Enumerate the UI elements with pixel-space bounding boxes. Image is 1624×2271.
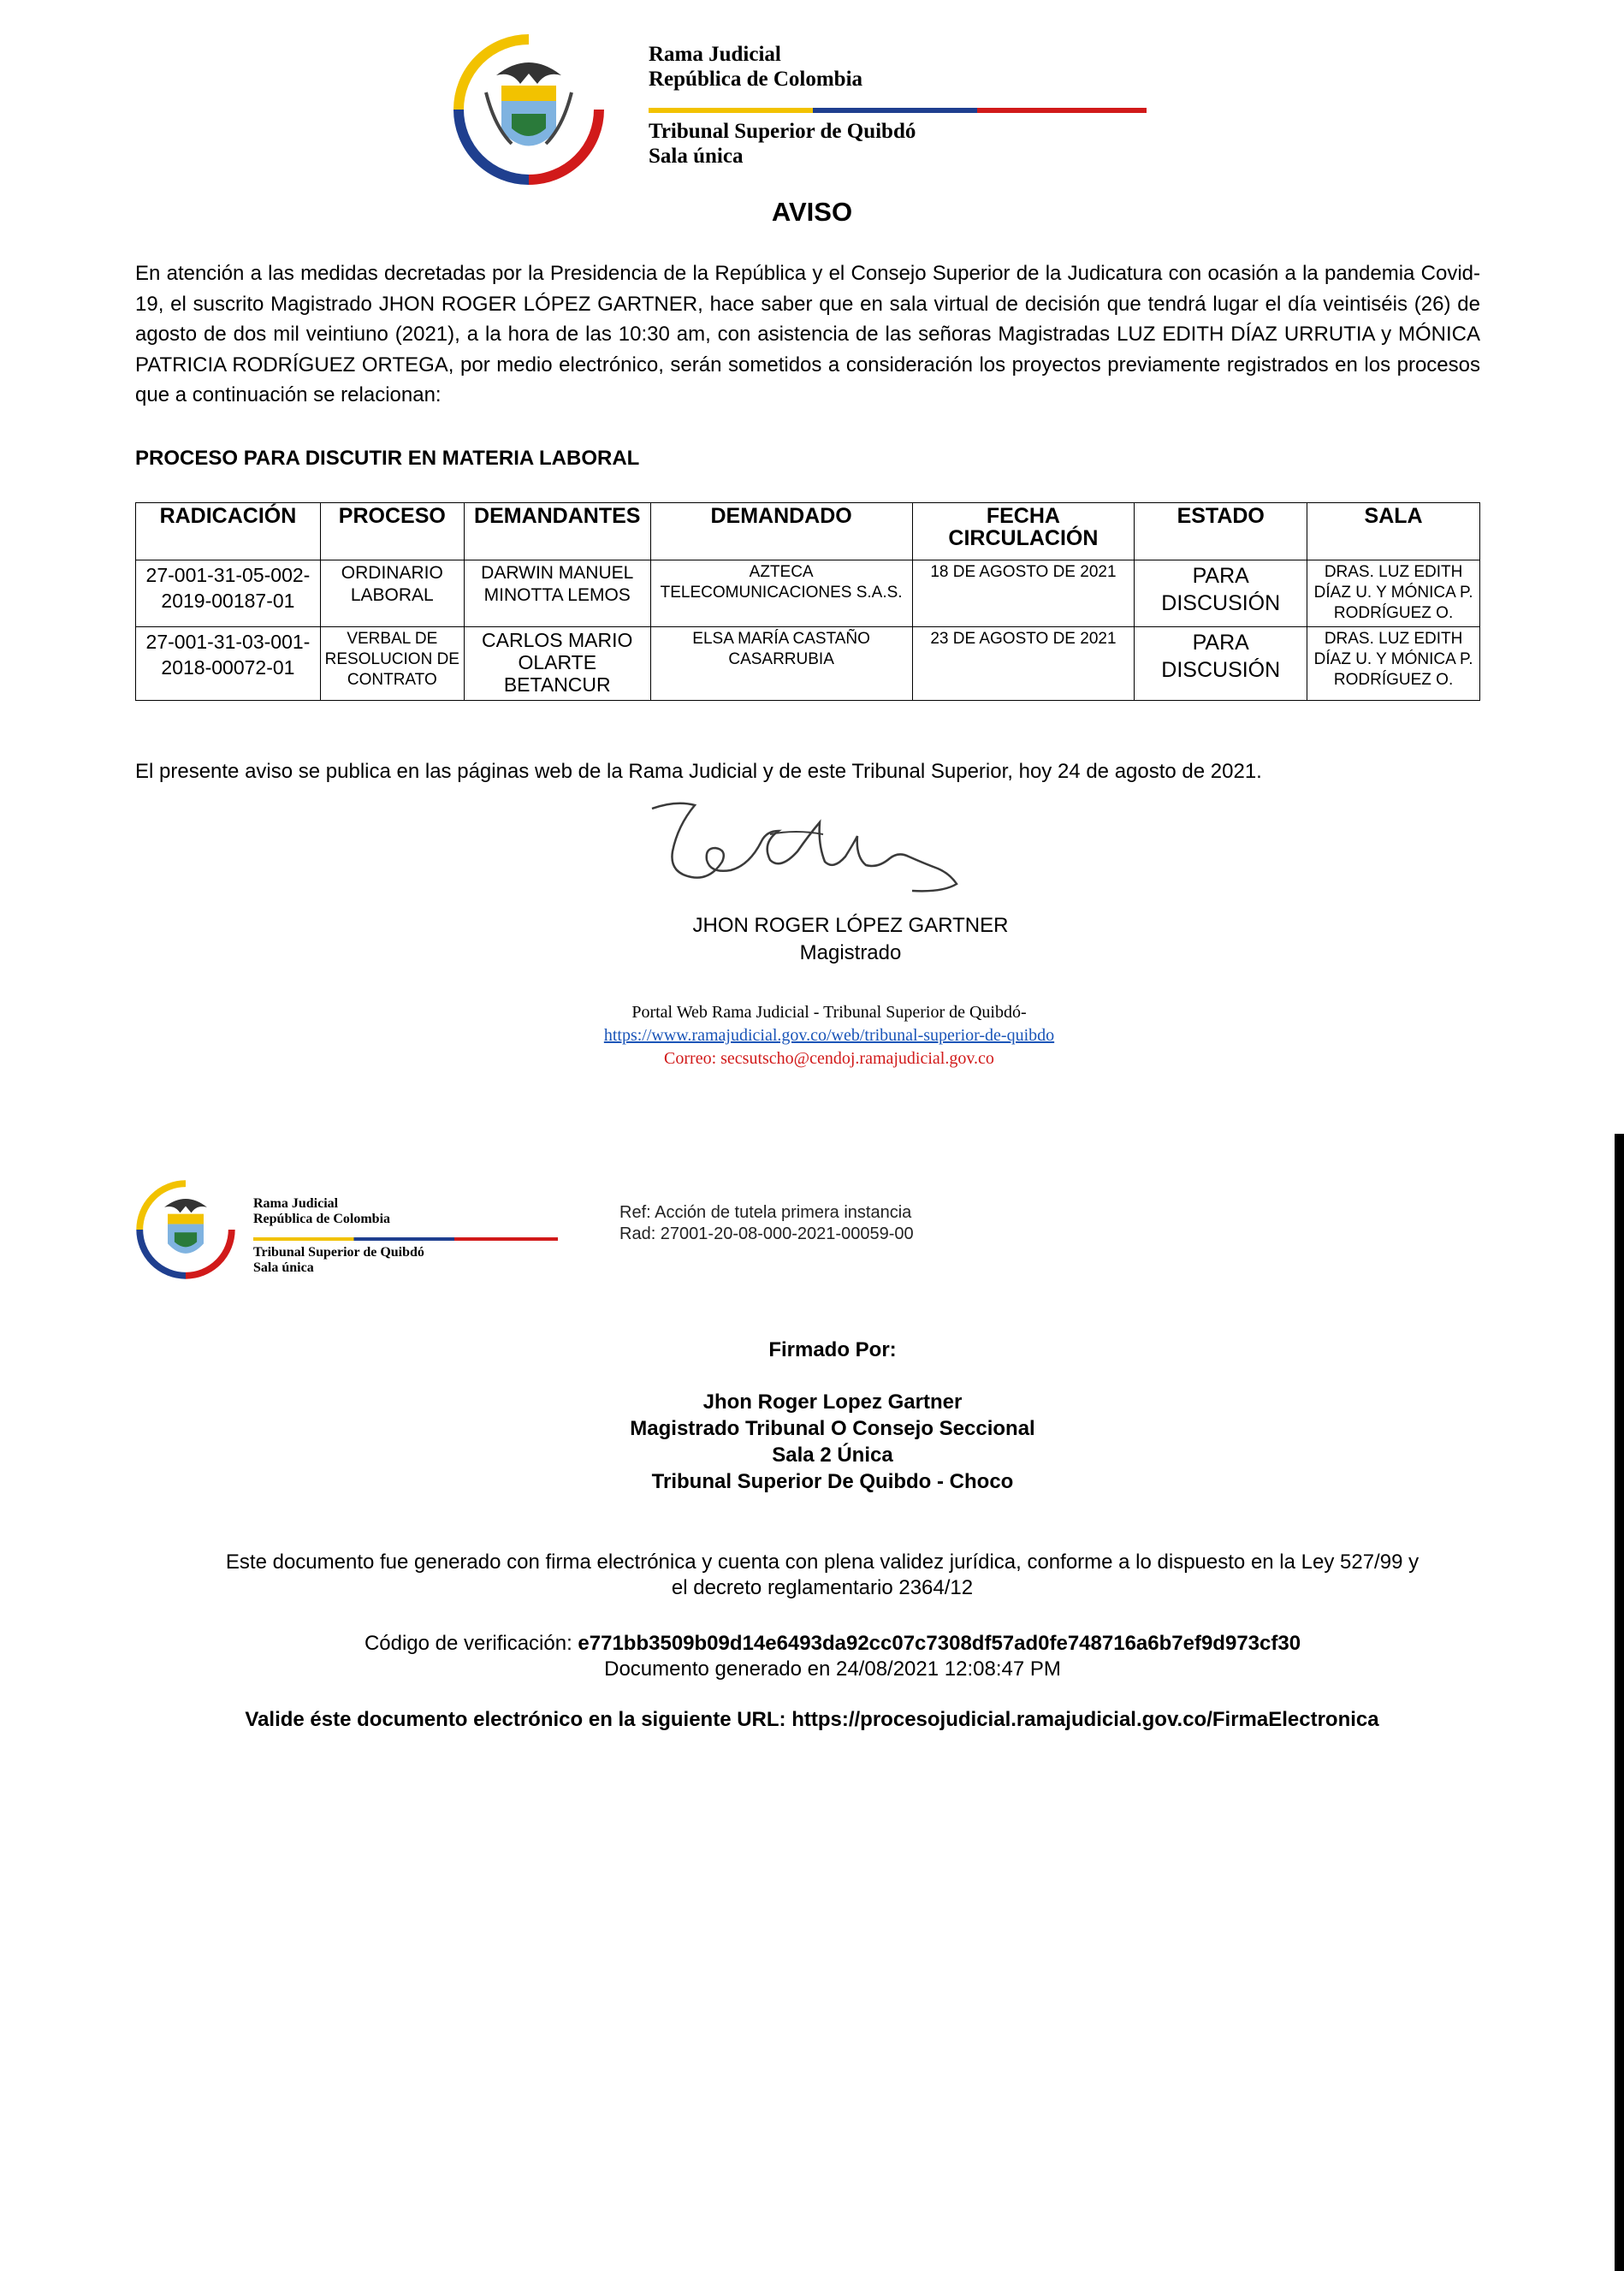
scan-edge-bar <box>1615 1134 1624 2271</box>
cell-radicacion: 27-001-31-05-002-2019-00187-01 <box>136 560 321 627</box>
header-logo <box>452 33 606 187</box>
legal-block <box>0 1550 1624 1601</box>
ref-line: Ref: Acción de tutela primera instancia <box>619 1203 912 1222</box>
col-header: DEMANDADO <box>650 503 912 560</box>
org-country: República de Colombia <box>253 1212 391 1227</box>
cell-fecha: 23 DE AGOSTO DE 2021 <box>912 627 1135 701</box>
cell-proceso: ORDINARIO LABORAL <box>320 560 464 627</box>
handwritten-signature <box>642 792 967 903</box>
page-footer <box>0 1001 1624 1070</box>
esign-name: Jhon Roger Lopez Gartner <box>702 1390 963 1414</box>
esign-court: Tribunal Superior De Quibdo - Choco <box>651 1470 1014 1493</box>
col-header: DEMANDANTES <box>464 503 650 560</box>
header-court <box>649 120 916 169</box>
cell-sala: DRAS. LUZ EDITH DÍAZ U. Y MÓNICA P. RODRÍGUEZ O. <box>1307 627 1480 701</box>
cell-demandantes: CARLOS MARIO OLARTE BETANCUR <box>464 627 650 701</box>
verification-line <box>0 1631 1624 1657</box>
court-sala: Sala única <box>253 1260 314 1276</box>
verification-code: e771bb3509b09d14e6493da92cc07c7308df57ad0fe748716a6b7ef9d973cf30 <box>578 1632 1301 1655</box>
court-sala: Sala única <box>649 144 744 168</box>
reference-block <box>619 1202 914 1245</box>
table-row <box>136 627 1480 701</box>
verification-block <box>0 1631 1624 1682</box>
signature-image <box>642 792 967 903</box>
footer-portal: Portal Web Rama Judicial - Tribunal Superior de Quibdó- <box>631 1003 1027 1022</box>
header-logo-small <box>135 1179 236 1280</box>
cell-estado: PARA DISCUSIÓN <box>1135 560 1307 627</box>
col-header: RADICACIÓN <box>136 503 321 560</box>
signer-role: Magistrado <box>799 941 902 964</box>
header2-court <box>253 1245 424 1277</box>
verification-label: Código de verificación: <box>364 1632 578 1655</box>
col-header: PROCESO <box>320 503 464 560</box>
section-title: PROCESO PARA DISCUTIR EN MATERIA LABORAL <box>135 447 640 470</box>
page-title: AVISO <box>771 197 853 227</box>
header2-stripe <box>253 1237 558 1241</box>
esign-sala: Sala 2 Única <box>772 1444 893 1467</box>
header2-text <box>253 1196 390 1228</box>
signer-name: JHON ROGER LÓPEZ GARTNER <box>692 914 1009 937</box>
publication-note: El presente aviso se publica en las páginas web de la Rama Judicial y de este Tribunal Superior, hoy 24 de agosto de 2021. <box>135 760 1262 783</box>
footer-email: Correo: secsutscho@cendoj.ramajudicial.gov.co <box>664 1049 994 1068</box>
signer-block <box>0 912 1624 967</box>
col-header: SALA <box>1307 503 1480 560</box>
cell-demandado: AZTECA TELECOMUNICACIONES S.A.S. <box>650 560 912 627</box>
generated-line: Documento generado en 24/08/2021 12:08:47 PM <box>604 1657 1061 1681</box>
col-header: ESTADO <box>1135 503 1307 560</box>
signed-by-label: Firmado Por: <box>768 1338 897 1361</box>
legal-line-2: el decreto reglamentario 2364/12 <box>671 1576 974 1599</box>
header-text <box>649 43 862 92</box>
cell-fecha: 18 DE AGOSTO DE 2021 <box>912 560 1135 627</box>
esign-title: Magistrado Tribunal O Consejo Seccional <box>630 1417 1035 1440</box>
portal-url-link[interactable]: https://www.ramajudicial.gov.co/web/tribunal-superior-de-quibdo <box>603 1026 1055 1045</box>
process-table <box>135 502 1480 701</box>
cell-estado: PARA DISCUSIÓN <box>1135 627 1307 701</box>
header-stripe <box>649 108 1147 113</box>
cell-radicacion: 27-001-31-03-001-2018-00072-01 <box>136 627 321 701</box>
coat-of-arms-small-icon <box>135 1179 236 1280</box>
notice-body: En atención a las medidas decretadas por la Presidencia de la República y el Consejo Superior de la Judicatura con ocasión a la pandemia Covid-19, el suscrito Magistrado JHON ROGER LÓPEZ GARTNER, hace saber que en sala virtual de decisión que tendrá lugar el día veintiséis (26) de agosto de dos mil veintiuno (2021), a la hora de las 10:30 am, con asistencia de las señoras Magistradas LUZ EDITH DÍAZ URRUTIA y MÓNICA PATRICIA RODRÍGUEZ ORTEGA, por medio electrónico, serán sometidos a consideración los proyectos previamente registrados en los procesos que a continuación se relacionan: <box>135 262 1480 406</box>
table-row <box>136 560 1480 627</box>
coat-of-arms-icon <box>452 33 606 187</box>
org-name: Rama Judicial <box>253 1196 339 1211</box>
cell-sala: DRAS. LUZ EDITH DÍAZ U. Y MÓNICA P. RODRÍGUEZ O. <box>1307 560 1480 627</box>
rad-line: Rad: 27001-20-08-000-2021-00059-00 <box>619 1224 914 1243</box>
table-header-row <box>136 503 1480 560</box>
cell-demandado: ELSA MARÍA CASTAÑO CASARRUBIA <box>650 627 912 701</box>
court-name: Tribunal Superior de Quibdó <box>649 120 916 143</box>
validate-line: Valide éste documento electrónico en la siguiente URL: https://procesojudicial.ramajudicial.gov.co/FirmaElectronica <box>245 1708 1379 1731</box>
legal-line-1: Este documento fue generado con firma electrónica y cuenta con plena validez jurídica, conforme a lo dispuesto en la Ley 527/99 y <box>225 1551 1420 1574</box>
cell-demandantes: DARWIN MANUEL MINOTTA LEMOS <box>464 560 650 627</box>
col-header: FECHA CIRCULACIÓN <box>912 503 1135 560</box>
org-country: República de Colombia <box>649 67 863 91</box>
cell-proceso: VERBAL DE RESOLUCION DE CONTRATO <box>320 627 464 701</box>
court-name: Tribunal Superior de Quibdó <box>253 1245 424 1260</box>
footer-link[interactable] <box>0 1024 1624 1047</box>
esign-block <box>0 1337 1624 1495</box>
org-name: Rama Judicial <box>649 43 781 66</box>
